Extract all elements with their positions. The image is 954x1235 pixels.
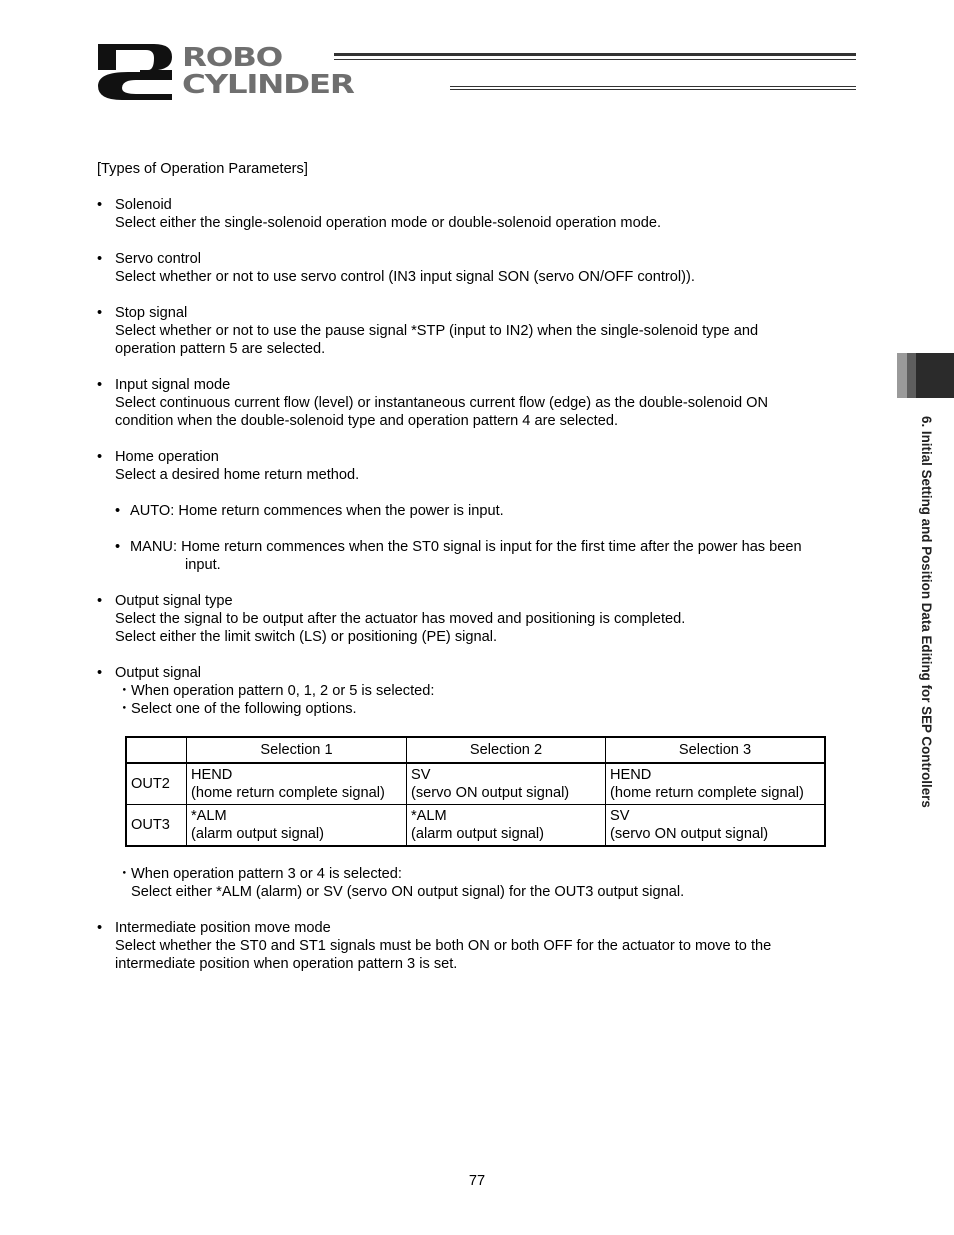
item-text: operation pattern 5 are selected. bbox=[115, 341, 326, 357]
item-text: Select either the single-solenoid operation mode or double-solenoid operation mode. bbox=[115, 215, 661, 231]
list-item bbox=[97, 664, 857, 682]
output-selection-table bbox=[125, 736, 826, 847]
item-text: Select either the limit switch (LS) or positioning (PE) signal. bbox=[115, 629, 498, 645]
cell-line: *ALM bbox=[411, 808, 447, 824]
list-item bbox=[97, 250, 857, 286]
cell-line: (alarm output signal) bbox=[191, 826, 325, 842]
section-heading: [Types of Operation Parameters] bbox=[97, 161, 308, 177]
bullet-icon: • bbox=[115, 539, 121, 555]
cell-line: HEND bbox=[610, 767, 652, 783]
table-row-label: OUT2 bbox=[126, 763, 187, 805]
bullet-icon: • bbox=[97, 665, 103, 681]
cell-line: (servo ON output signal) bbox=[610, 826, 769, 842]
item-title: Intermediate position move mode bbox=[115, 920, 331, 936]
item-text: Select whether or not to use servo control (IN3 input signal SON (servo ON/OFF control)). bbox=[115, 269, 695, 285]
dot-line bbox=[117, 865, 857, 883]
bullet-icon: • bbox=[97, 449, 103, 465]
table-cell bbox=[187, 763, 407, 805]
sub-key: AUTO: bbox=[130, 503, 175, 519]
item-title: Input signal mode bbox=[115, 377, 231, 393]
cell-line: (alarm output signal) bbox=[411, 826, 545, 842]
item-title: Servo control bbox=[115, 251, 201, 267]
bullet-icon: • bbox=[97, 593, 103, 609]
table-row bbox=[126, 805, 825, 847]
dot-text: When operation pattern 3 or 4 is selected: bbox=[131, 866, 402, 882]
dot-icon: ・ bbox=[117, 701, 132, 717]
cell-line: (home return complete signal) bbox=[191, 785, 385, 801]
list-item bbox=[97, 448, 857, 484]
sub-text: Home return commences when the ST0 signal is input for the first time after the power has been bbox=[181, 539, 802, 555]
dot-text-cont: Select either *ALM (alarm) or SV (servo ON output signal) for the OUT3 output signal. bbox=[131, 884, 685, 900]
item-text: Select whether the ST0 and ST1 signals must be both ON or both OFF for the actuator to move to the bbox=[115, 938, 772, 954]
cell-line: SV bbox=[411, 767, 431, 783]
dot-list bbox=[117, 682, 857, 718]
sub-text: Home return commences when the power is input. bbox=[178, 503, 504, 519]
page-number: 77 bbox=[468, 1173, 486, 1189]
dot-text: When operation pattern 0, 1, 2 or 5 is selected: bbox=[131, 683, 435, 699]
logo-word-cylinder: CYLINDER bbox=[182, 70, 354, 100]
bullet-icon: • bbox=[97, 197, 103, 213]
dot-line bbox=[117, 682, 857, 700]
list-item bbox=[97, 592, 857, 646]
dot-text: Select one of the following options. bbox=[131, 701, 357, 717]
item-text: Select continuous current flow (level) or instantaneous current flow (edge) as the double-solenoid ON bbox=[115, 395, 769, 411]
header-logo bbox=[96, 44, 856, 100]
bullet-icon: • bbox=[115, 503, 121, 519]
sub-item-manu bbox=[115, 538, 857, 574]
bullet-icon: • bbox=[97, 377, 103, 393]
item-text: Select the signal to be output after the actuator has moved and positioning is completed. bbox=[115, 611, 686, 627]
list-item bbox=[97, 304, 857, 358]
page-content bbox=[97, 160, 857, 991]
rc-logo-icon bbox=[96, 44, 176, 100]
table-cell bbox=[606, 805, 826, 847]
cell-line: (servo ON output signal) bbox=[411, 785, 570, 801]
table-header-row bbox=[126, 737, 825, 763]
list-item bbox=[97, 376, 857, 430]
cell-line: SV bbox=[610, 808, 630, 824]
cell-line: (home return complete signal) bbox=[610, 785, 804, 801]
bullet-icon: • bbox=[97, 251, 103, 267]
table-cell bbox=[407, 805, 606, 847]
bullet-icon: • bbox=[97, 305, 103, 321]
item-title: Output signal type bbox=[115, 593, 233, 609]
table-cell bbox=[606, 763, 826, 805]
sub-text-cont: input. bbox=[185, 557, 221, 573]
table-header-cell: Selection 2 bbox=[407, 737, 606, 763]
list-item bbox=[97, 196, 857, 232]
item-title: Home operation bbox=[115, 449, 219, 465]
logo-word-robo: ROBO bbox=[182, 43, 283, 73]
table-cell bbox=[187, 805, 407, 847]
chapter-tab bbox=[897, 353, 954, 398]
table-header-cell bbox=[126, 737, 187, 763]
item-text: intermediate position when operation pattern 3 is set. bbox=[115, 956, 458, 972]
chapter-side-label: 6. Initial Setting and Position Data Editing for SEP Controllers bbox=[919, 416, 934, 808]
sub-item-auto bbox=[115, 502, 857, 520]
item-title: Solenoid bbox=[115, 197, 172, 213]
table-row bbox=[126, 763, 825, 805]
item-text: Select a desired home return method. bbox=[115, 467, 360, 483]
cell-line: *ALM bbox=[191, 808, 227, 824]
dot-icon: ・ bbox=[117, 866, 132, 882]
item-title: Stop signal bbox=[115, 305, 188, 321]
header-rule-bottom bbox=[450, 86, 856, 90]
table-header-cell: Selection 1 bbox=[187, 737, 407, 763]
dot-icon: ・ bbox=[117, 683, 132, 699]
cell-line: HEND bbox=[191, 767, 233, 783]
dot-list bbox=[117, 865, 857, 901]
bullet-icon: • bbox=[97, 920, 103, 936]
item-text: Select whether or not to use the pause signal *STP (input to IN2) when the single-solenoid type and bbox=[115, 323, 759, 339]
table-cell bbox=[407, 763, 606, 805]
header-rule-top bbox=[334, 53, 856, 60]
dot-line bbox=[117, 700, 857, 718]
table-row-label: OUT3 bbox=[126, 805, 187, 847]
item-text: condition when the double-solenoid type and operation pattern 4 are selected. bbox=[115, 413, 619, 429]
item-title: Output signal bbox=[115, 665, 201, 681]
table-header-cell: Selection 3 bbox=[606, 737, 826, 763]
list-item bbox=[97, 919, 857, 973]
sub-key: MANU: bbox=[130, 539, 178, 555]
